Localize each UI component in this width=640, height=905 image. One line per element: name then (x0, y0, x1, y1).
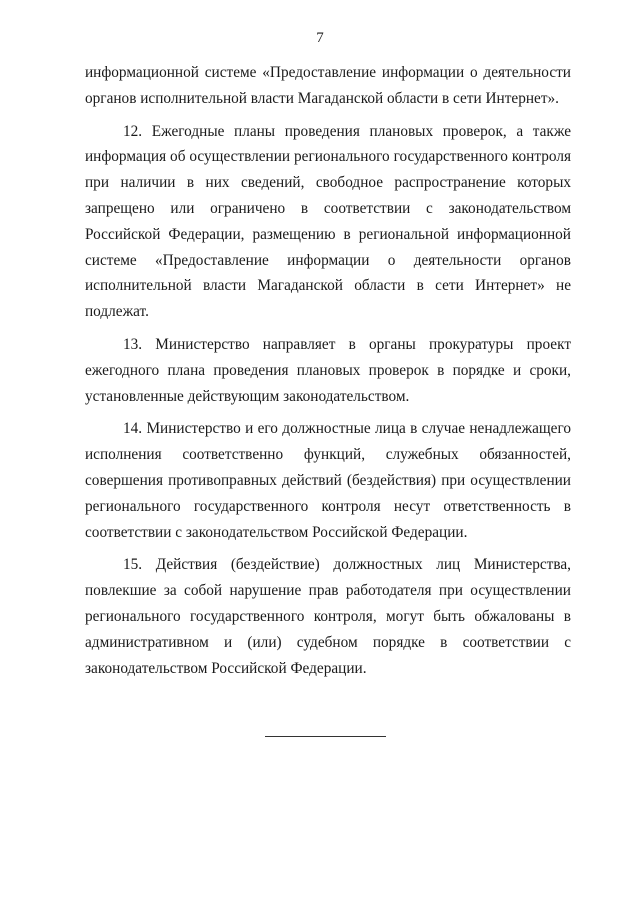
page-number: 7 (316, 30, 324, 46)
paragraph-continuation: информационной системе «Предоставление информации о деятельности органов исполнительной власти Магаданской области в сети Интернет». (85, 64, 571, 107)
document-body (85, 60, 571, 688)
end-of-document-line (265, 736, 386, 737)
paragraph-13: 13. Министерство направляет в органы прокуратуры проект ежегодного плана проведения плановых проверок в порядке и сроки, установленные действующим законодательством. (85, 335, 571, 405)
paragraph-14: 14. Министерство и его должностные лица в случае ненадлежащего исполнения соответственно функций, служебных обязанностей, совершения противоправных действий (бездействия) при осуществлении регионального государственного контроля несут ответственность в соответствии с законодательством Российской Федерации. (85, 420, 571, 541)
paragraph-12: 12. Ежегодные планы проведения плановых проверок, а также информация об осуществлении регионального государственного контроля при наличии в них сведений, свободное распространение которых запрещено или ограничено в соответствии с законодательством Российской Федерации, размещению в региональной информационной системе «Предоставление информации о деятельности органов исполнительной власти Магаданской области в сети Интернет» не подлежат. (85, 122, 571, 321)
paragraph-15: 15. Действия (бездействие) должностных лиц Министерства, повлекшие за собой нарушение прав работодателя при осуществлении регионального государственного контроля, могут быть обжалованы в административном и (или) судебном порядке в соответствии с законодательством Российской Федерации. (85, 556, 571, 677)
